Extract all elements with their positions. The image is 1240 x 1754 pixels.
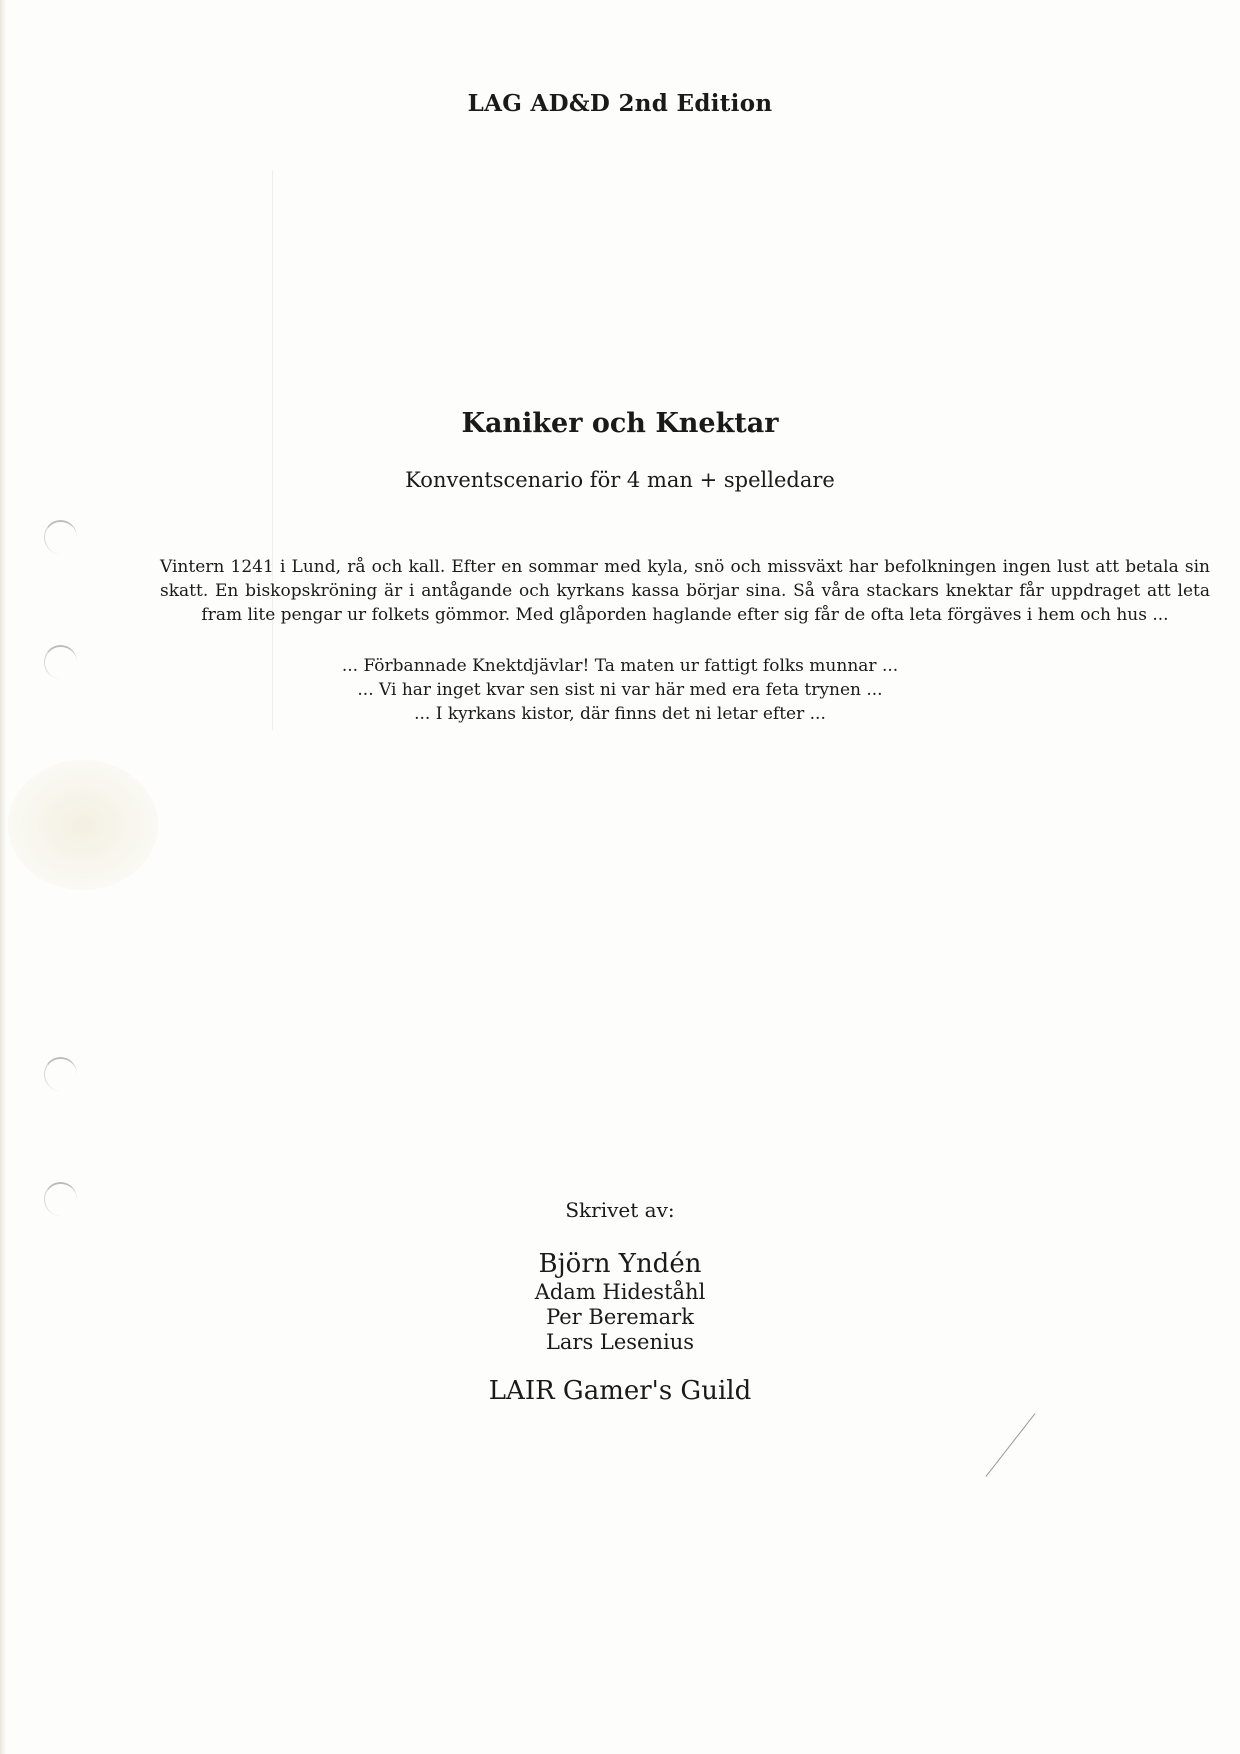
intro-paragraph: Vintern 1241 i Lund, rå och kall. Efter en sommar med kyla, snö och missväxt har befolkningen ingen lust att betala sin skatt. En biskopskröning är i antågande och kyrkans kassa börjar sina. Så våra stackars knektar får uppdraget att leta fram lite pengar ur folkets gömmor. Med glåporden haglande efter sig får de ofta leta förgäves i hem och hus ... (160, 557, 1210, 625)
quote-block (0, 654, 1240, 726)
author-name: Adam Hideståhl (534, 1280, 706, 1304)
document-title: Kaniker och Knektar (461, 408, 779, 439)
author-name: Per Beremark (546, 1305, 694, 1329)
quote-line: ... I kyrkans kistor, där finns det ni letar efter ... (414, 704, 826, 724)
quote-line: ... Förbannade Knektdjävlar! Ta maten ur fattigt folks munnar ... (341, 656, 899, 676)
author-name: Lars Lesenius (545, 1330, 695, 1354)
punch-hole-icon (44, 1057, 77, 1091)
pen-scratch (985, 1413, 1035, 1477)
paper-crease (272, 170, 273, 730)
written-by-label: Skrivet av: (565, 1198, 675, 1222)
author-name: Björn Yndén (538, 1249, 702, 1279)
author-list (0, 1248, 1240, 1355)
document-header: LAG AD&D 2nd Edition (467, 90, 773, 117)
paper-stain (8, 760, 158, 890)
paper-edge (0, 0, 6, 1754)
organization-name: LAIR Gamer's Guild (488, 1376, 752, 1406)
quote-line: ... Vi har inget kvar sen sist ni var här med era feta trynen ... (357, 680, 883, 700)
punch-hole-icon (44, 520, 77, 554)
document-subtitle: Konventscenario för 4 man + spelledare (405, 468, 835, 492)
